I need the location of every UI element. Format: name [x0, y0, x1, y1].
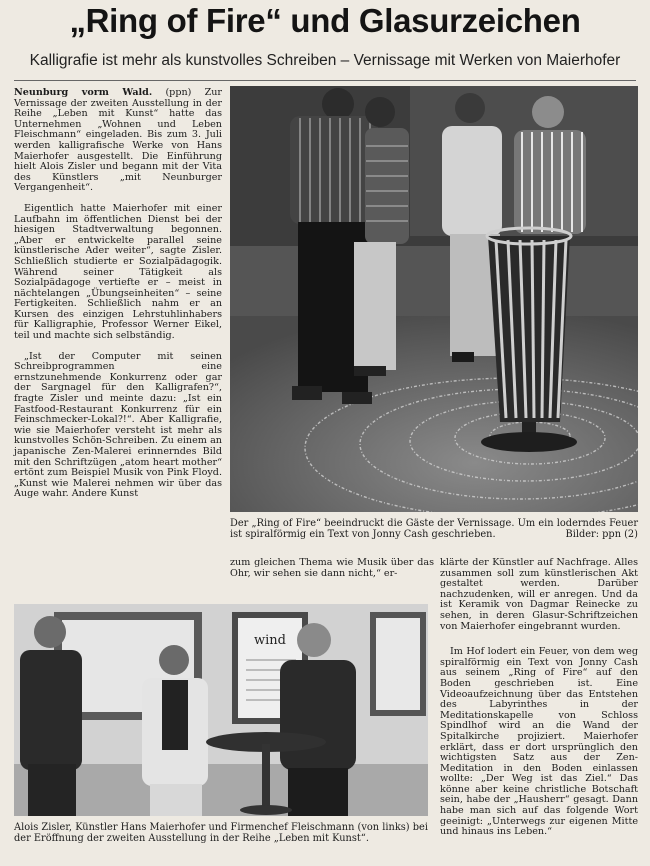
photo-ring-of-fire-caption — [230, 518, 638, 540]
photo-opening-image — [14, 604, 428, 816]
dateline: Neunburg vorm Wald. — [14, 87, 153, 98]
photo-ring-of-fire-image — [230, 86, 638, 512]
guest-figure — [442, 93, 502, 362]
subheadline: Kalligrafie ist mehr als kunstvolles Schreiben – Vernissage mit Werken von Maierhofer — [29, 52, 621, 69]
article-column-2 — [230, 558, 434, 579]
article-paragraph: klärte der Künstler auf Nachfrage. Alles zusammen soll zum künstlerischen Akt gestaltet werden. Darüber nachzudenken, will er anregen. Und da ist Keramik von Dagmar Reinecke zu sehen, in deren Glasur-Schriftzeichen von Maierhofer eingebrannt wurden. — [440, 557, 638, 632]
photo-ring-of-fire — [230, 86, 638, 512]
article-paragraph: Im Hof lodert ein Feuer, von dem weg spiralförmig ein Text von Jonny Cash aus seinem „Ring of Fire“ auf den Boden geschrieben ist. Eine Videoaufzeichnung über das Entstehen des Labyrinthes in der Meditationskapelle von Schloss Spindlhof wird an die Wand der Spitalkirche projiziert. Maierhofer erklärt, dass er dort ursprünglich den wichtigsten Satz aus der Zen-Meditation in den Boden einlassen wollte: „Der Weg ist das Ziel.“ Das könne aber keine christliche Botschaft sein, habe der „Hausherr“ gesagt. Dann habe man sich auf das folgende Wort geeinigt: „Unterwegs zur eigenen Mitte und hinaus ins Leben.“ — [440, 646, 638, 838]
header-divider — [14, 80, 636, 81]
article-column-3 — [440, 558, 638, 838]
photo-credit: Bilder: ppn (2) — [565, 529, 638, 541]
photo-opening — [14, 604, 428, 816]
article-paragraph: zum gleichen Thema wie Musik über das Ohr, wir sehen sie dann nicht,“ er- — [230, 557, 434, 579]
poster-word: wind — [254, 633, 286, 648]
article-column-1 — [14, 88, 222, 500]
article-paragraph: „Ist der Computer mit seinen Schreibprogrammen eine ernstzunehmende Konkurrenz oder gar der Sargnagel für den Kalligrafen?“, fragte Zisler und meinte dazu: „Ist ein Fastfood-Restaurant Konkurrenz für ein Feinschmecker-Lokal?!“. Aber Kalligrafie, wie sie Maierhofer versteht ist mehr als kunstvolles Schön-Schreiben. Zu einem an japanische Zen-Malerei erinnerndes Bild mit den Schriftzügen „atom heart mother“ ertönt zum Beispiel Musik von Pink Floyd. „Kunst wie Malerei nehmen wir über das Auge wahr. Andere Kunst — [14, 350, 222, 500]
headline: „Ring of Fire“ und Glasurzeichen — [69, 2, 581, 39]
photo-opening-caption: Alois Zisler, Künstler Hans Maierhofer und Firmenchef Fleischmann (von links) bei der Eröffnung der zweiten Ausstellung in der Reihe „Leben mit Kunst“. — [14, 822, 428, 845]
caption-text: Der „Ring of Fire“ beeindruckt die Gäste der Vernissage. Um ein loderndes Feuer ist spiralförmig ein Text von Jonny Cash geschrieben. — [230, 518, 638, 541]
article-paragraph: (ppn) Zur Vernissage der zweiten Ausstellung in der Reihe „Leben mit Kunst“ hatte das Unternehmen „Wohnen und Leben Fleischmann“ eingeladen. Bis zum 3. Juli werden kalligrafische Werke von Hans Maierhofer ausgestellt. Die Einführung hielt Alois Zisler und begann mit der Vita des Künstlers „mit Neunburger Vergangenheit“. — [14, 87, 222, 194]
article-paragraph: Eigentlich hatte Maierhofer mit einer Laufbahn im öffentlichen Dienst bei der hiesigen Stadtverwaltung begonnen. „Aber er entwickelte parallel seine künstlerische Ader weiter“, sagte Zisler. Schließlich studierte er Sozialpädagogik. Während seiner Tätigkeit als Sozialpädagoge vertiefte er – meist in nächtelangen „Übungseinheiten“ – seine Fertigkeiten. Schließlich nahm er an Kursen des einzigen Lehrstuhlinhabers für Kalligraphie, Professor Werner Eikel, teil und machte sich selbständig. — [14, 202, 222, 342]
